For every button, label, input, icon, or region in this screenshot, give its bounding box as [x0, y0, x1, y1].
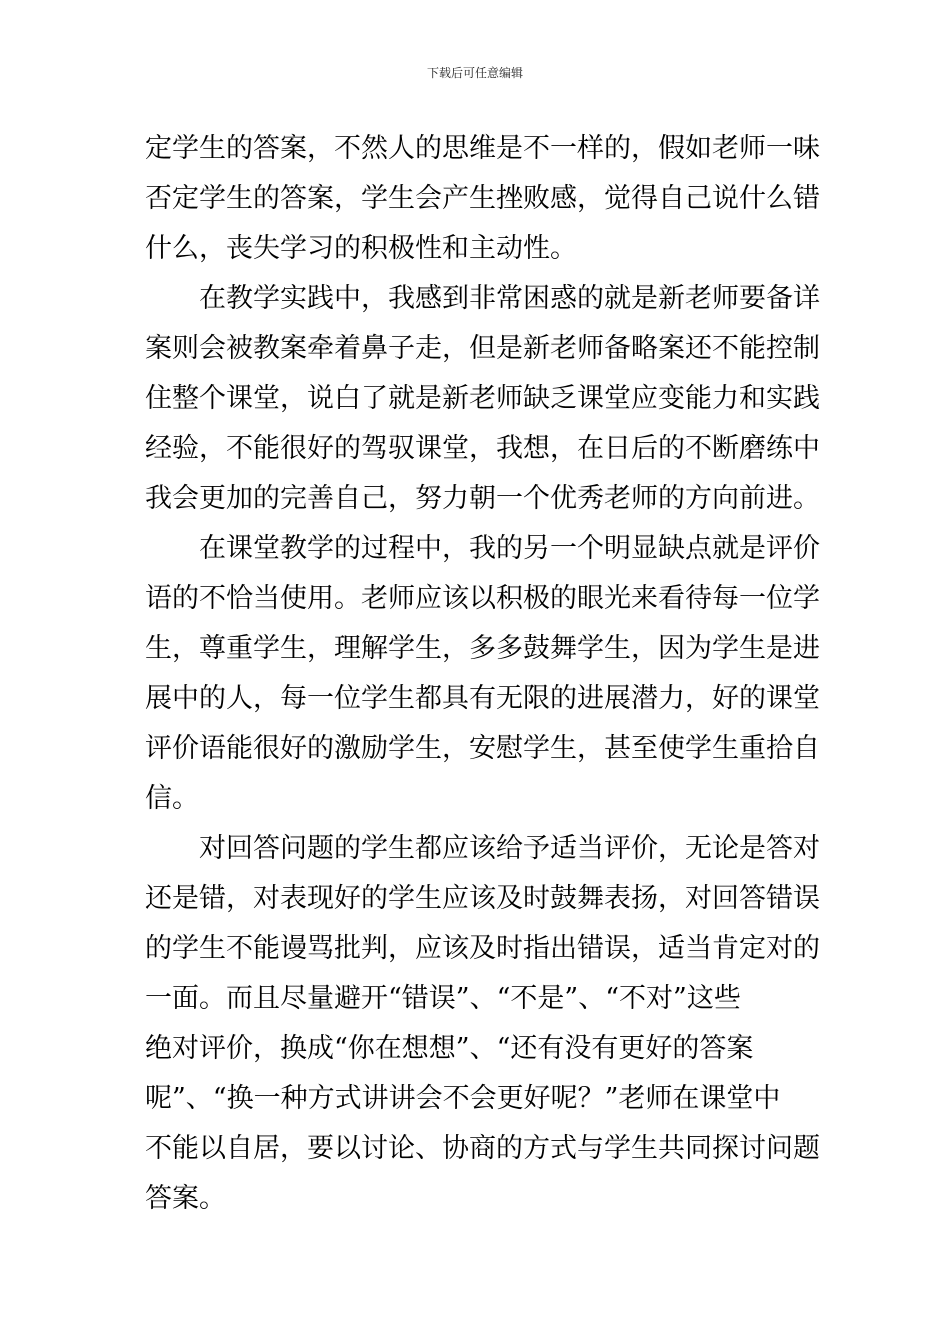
- text-line: 评价语能很好的激励学生，安慰学生，甚至使学生重拾自: [145, 733, 820, 764]
- text-line: 什么，丧失学习的积极性和主动性。: [145, 233, 577, 264]
- paragraph-start-line: 在课堂教学的过程中，我的另一个明显缺点就是评价: [199, 533, 820, 564]
- text-line: 定学生的答案，不然人的思维是不一样的，假如老师一味: [145, 133, 820, 164]
- text-line: 住整个课堂，说白了就是新老师缺乏课堂应变能力和实践: [145, 383, 820, 414]
- text-line: 我会更加的完善自己，努力朝一个优秀老师的方向前进。: [145, 483, 820, 514]
- text-line: 不能以自居，要以讨论、协商的方式与学生共同探讨问题: [145, 1133, 820, 1164]
- text-line: 展中的人，每一位学生都具有无限的进展潜力，好的课堂: [145, 683, 820, 714]
- paragraph-start-line: 对回答问题的学生都应该给予适当评价，无论是答对: [199, 833, 820, 864]
- text-line: 呢”、“换一种方式讲讲会不会更好呢？”老师在课堂中: [145, 1083, 781, 1114]
- paragraph-start-line: 在教学实践中，我感到非常困惑的就是新老师要备详: [199, 283, 820, 314]
- text-line: 案则会被教案牵着鼻子走，但是新老师备略案还不能控制: [145, 333, 820, 364]
- text-line: 的学生不能谩骂批判，应该及时指出错误，适当肯定对的: [145, 933, 820, 964]
- text-line: 绝对评价，换成“你在想想”、“还有没有更好的答案: [145, 1033, 754, 1064]
- text-line: 经验，不能很好的驾驭课堂，我想，在日后的不断磨练中: [145, 433, 820, 464]
- text-line: 一面。而且尽量避开“错误”、“不是”、“不对”这些: [145, 983, 741, 1014]
- text-line: 生，尊重学生，理解学生，多多鼓舞学生，因为学生是进: [145, 633, 820, 664]
- page-header: 下载后可任意编辑: [426, 66, 523, 80]
- text-line: 语的不恰当使用。老师应该以积极的眼光来看待每一位学: [145, 583, 820, 614]
- document-body: [145, 124, 820, 1224]
- text-line: 信。: [145, 783, 199, 814]
- text-line: 否定学生的答案，学生会产生挫败感，觉得自己说什么错: [145, 183, 820, 214]
- text-line: 答案。: [145, 1183, 226, 1214]
- text-line: 还是错，对表现好的学生应该及时鼓舞表扬，对回答错误: [145, 883, 820, 914]
